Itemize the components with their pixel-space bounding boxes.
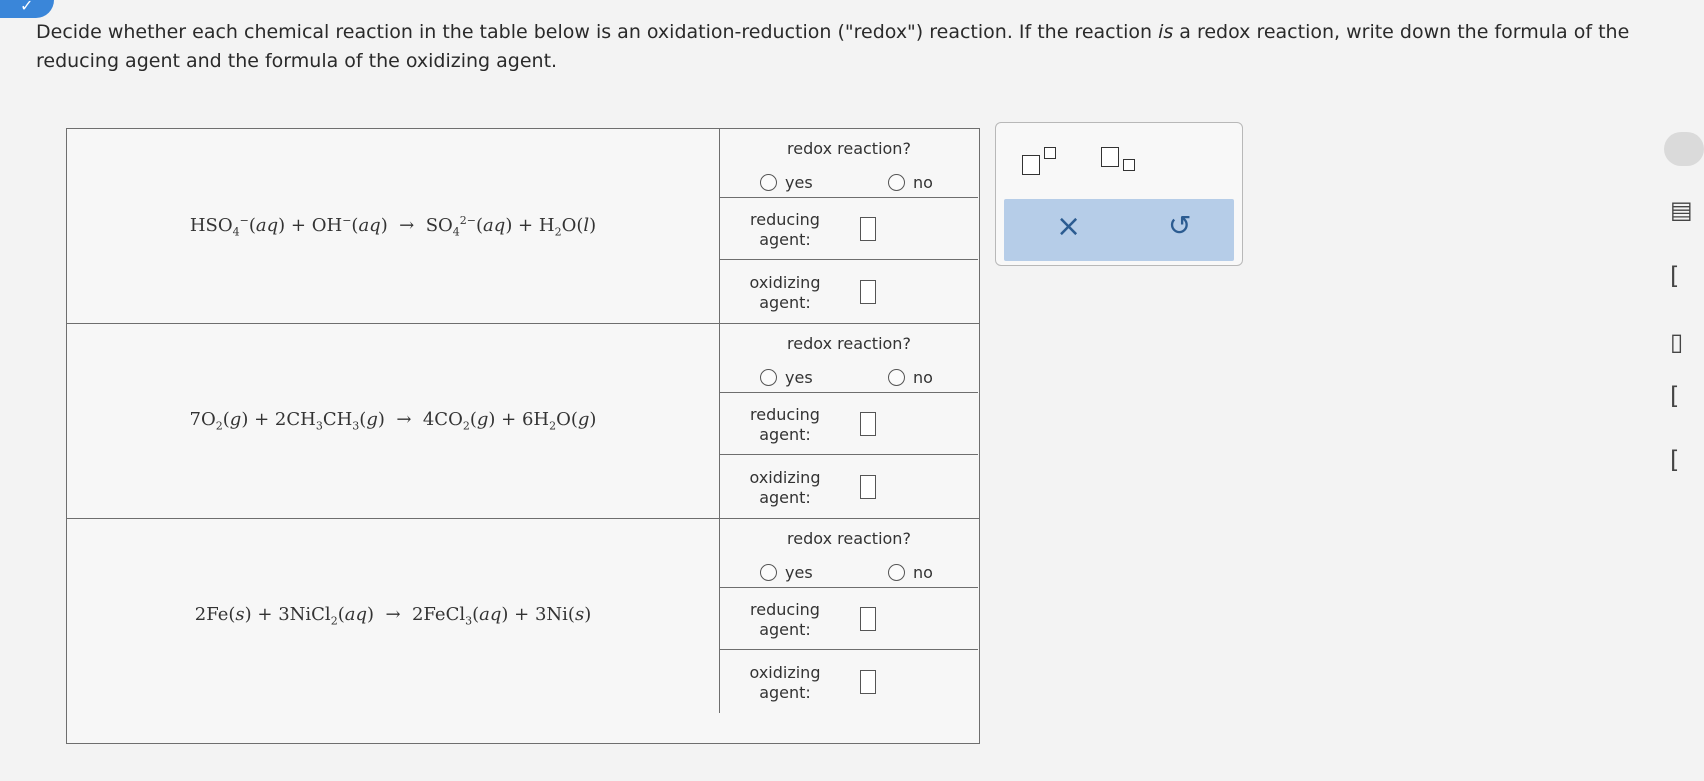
- oxidizing-agent-label: oxidizing agent:: [749, 273, 821, 312]
- reaction-row-1: [67, 129, 979, 324]
- instructions-italic: is: [1158, 21, 1174, 43]
- sidebar-tool-icon[interactable]: [: [1670, 262, 1680, 290]
- redox-yes-radio[interactable]: [760, 173, 813, 192]
- redox-question-cell: [720, 324, 978, 393]
- reaction-equation-2: $7O_2(g) + 2CH_3CH_3(g) \to 4CO_2(g) + 6H_2O(g)$: [189, 409, 597, 433]
- oxidizing-agent-cell: [720, 260, 978, 322]
- reducing-agent-label: reducing agent:: [750, 210, 820, 249]
- redox-yes-radio[interactable]: [760, 368, 813, 387]
- reaction-row-3: [67, 519, 979, 713]
- sidebar-tool-icon[interactable]: [: [1670, 446, 1680, 474]
- reducing-agent-input[interactable]: [860, 217, 876, 241]
- yes-label: yes: [785, 563, 813, 582]
- oxidizing-agent-input[interactable]: [860, 475, 876, 499]
- reducing-agent-cell: [720, 392, 978, 455]
- redox-question-cell: [720, 519, 978, 588]
- reducing-agent-input[interactable]: [860, 412, 876, 436]
- reaction-equation-3: 2Fe(s) + 3NiCl$_2$(aq) → 2FeCl$_3$(aq) + 3Ni(s): [194, 604, 592, 628]
- reducing-agent-cell: [720, 587, 978, 650]
- no-label: no: [913, 368, 933, 387]
- radio-circle-icon[interactable]: [760, 564, 777, 581]
- oxidizing-agent-label: oxidizing agent:: [749, 663, 821, 702]
- reducing-agent-label: reducing agent:: [750, 600, 820, 639]
- redox-no-radio[interactable]: [888, 368, 933, 387]
- checkmark-icon: ✓: [20, 0, 34, 15]
- yes-label: yes: [785, 368, 813, 387]
- reaction-table: [66, 128, 980, 744]
- redox-question-cell: [720, 129, 978, 198]
- clear-icon[interactable]: ×: [1056, 209, 1082, 244]
- superscript-button[interactable]: [1022, 145, 1066, 177]
- radio-circle-icon[interactable]: [888, 369, 905, 386]
- checkmark-badge: [0, 0, 54, 18]
- oxidizing-agent-cell: [720, 455, 978, 517]
- subscript-button[interactable]: [1101, 145, 1145, 177]
- calculator-icon[interactable]: ▤: [1670, 196, 1693, 224]
- sidebar-tool-icon[interactable]: ▯: [1670, 328, 1684, 356]
- reducing-agent-cell: [720, 197, 978, 260]
- reaction-equation-1: $HSO_4^-(aq) + OH^-(aq) \to SO_4^{2-}(aq) + H_2O(l)$: [189, 213, 597, 239]
- yes-label: yes: [785, 173, 813, 192]
- reducing-agent-label: reducing agent:: [750, 405, 820, 444]
- no-label: no: [913, 563, 933, 582]
- oxidizing-agent-cell: [720, 650, 978, 712]
- oxidizing-agent-input[interactable]: [860, 670, 876, 694]
- redox-question-label: redox reaction?: [787, 334, 911, 353]
- reaction-answer-panel-2: [719, 324, 978, 518]
- reaction-answer-panel-3: [719, 519, 978, 713]
- radio-circle-icon[interactable]: [760, 174, 777, 191]
- reaction-row-2: [67, 324, 979, 519]
- radio-circle-icon[interactable]: [888, 174, 905, 191]
- oxidizing-agent-input[interactable]: [860, 280, 876, 304]
- redox-yes-radio[interactable]: [760, 563, 813, 582]
- undo-icon[interactable]: ↺: [1168, 209, 1192, 242]
- reaction-answer-panel-1: [719, 129, 978, 323]
- radio-circle-icon[interactable]: [888, 564, 905, 581]
- redox-question-label: redox reaction?: [787, 529, 911, 548]
- tool-action-bar: [1004, 199, 1234, 261]
- side-panel-toggle[interactable]: [1664, 132, 1704, 166]
- no-label: no: [913, 173, 933, 192]
- reducing-agent-input[interactable]: [860, 607, 876, 631]
- radio-circle-icon[interactable]: [760, 369, 777, 386]
- formula-tool-panel: [995, 122, 1243, 266]
- sidebar-tool-icon[interactable]: [: [1670, 382, 1680, 410]
- oxidizing-agent-label: oxidizing agent:: [749, 468, 821, 507]
- redox-question-label: redox reaction?: [787, 139, 911, 158]
- instructions-text-2: a redox reaction, write down the formula of the reducing agent and the formula of the oxidizing agent.: [36, 21, 1630, 72]
- redox-no-radio[interactable]: [888, 173, 933, 192]
- question-instructions: [36, 18, 1636, 76]
- redox-no-radio[interactable]: [888, 563, 933, 582]
- instructions-text-1: Decide whether each chemical reaction in the table below is an oxidation-reduction ("redox") reaction. If the reaction: [36, 21, 1159, 43]
